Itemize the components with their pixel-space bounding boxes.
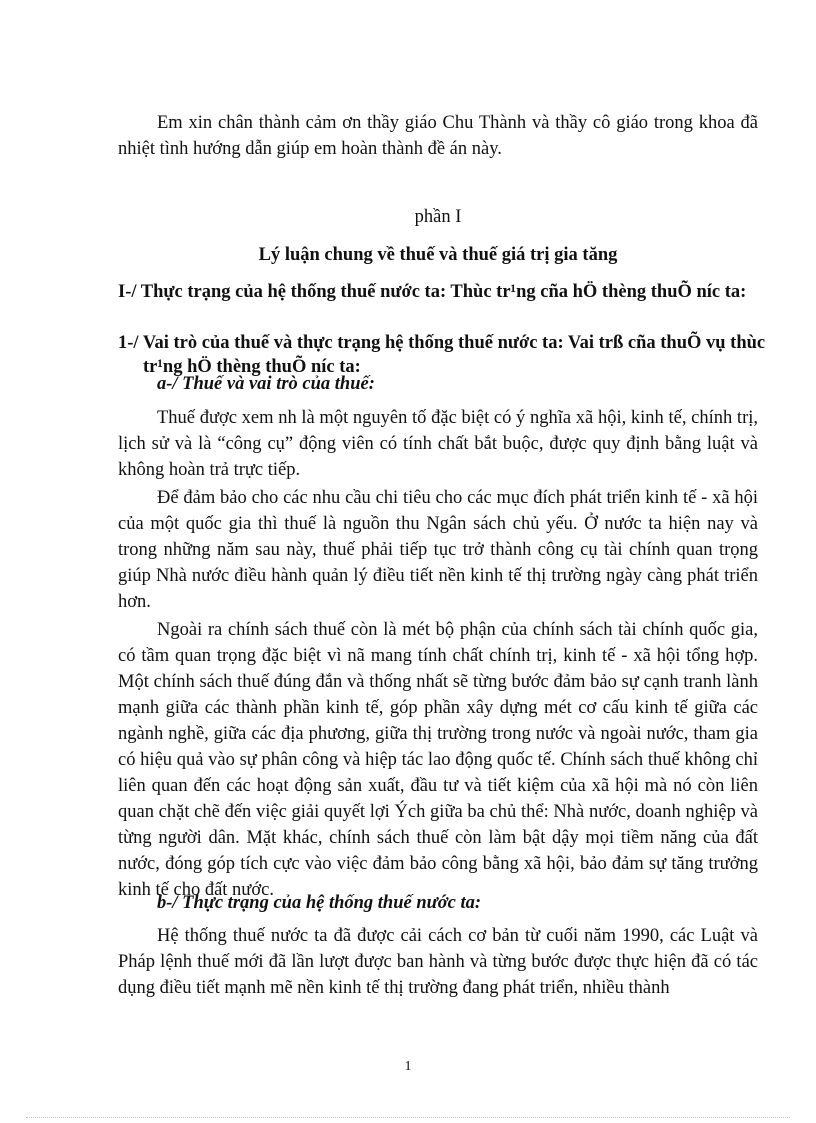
body-paragraph-1: Thuế được xem nh là một nguyên tố đặc biệt có ý nghĩa xã hội, kinh tế, chính trị, lịch sử và là “công cụ” động viên có tính chất bắt buộc, được quy định bằng luật và không hoàn trả trực tiếp. — [118, 408, 758, 480]
page-number: 1 — [404, 1059, 412, 1074]
body-paragraph-3: Ngoài ra chính sách thuế còn là mét bộ phận của chính sách tài chính quốc gia, có tầm quan trọng đặc biệt vì nã mang tính chất chính trị, kinh tế - xã hội tổng hợp. Một chính sách thuế đúng đắn và thống nhất sẽ từng bước đảm bảo sự cạnh tranh lành mạnh giữa các thành phần kinh tế, góp phần xây dựng mét cơ cấu kinh tế giữa các ngành nghề, giữa các địa phương, giữa thị trường trong nước và ngoài nước, tham gia có hiệu quả vào sự phân công và hiệp tác lao động quốc tế. Chính sách thuế không chỉ liên quan đến các hoạt động sản xuất, đầu tư và tiết kiệm của xã hội mà nó còn liên quan chặt chẽ đến việc giải quyết lợi Ých giữa ba chủ thể: Nhà nước, doanh nghiệp và từng người dân. Mặt khác, chính sách thuế còn làm bật dậy mọi tiềm năng của đất nước, đóng góp tích cực vào việc đảm bảo công bằng xã hội, bảo đảm sự tăng trưởng kinh tế cho đất nước. — [118, 620, 758, 900]
part-label: phần I — [414, 207, 462, 227]
body-paragraph-2: Để đảm bảo cho các nhu cầu chi tiêu cho các mục đích phát triển kinh tế - xã hội của một quốc gia thì thuế là nguồn thu Ngân sách chủ yếu. Ở nước ta hiện nay và trong những năm sau này, thuế phải tiếp tục trở thành công cụ tài chính quan trọng giúp Nhà nước điều hành quản lý điều tiết nền kinh tế thị trường ngày càng phát triển hơn. — [118, 488, 758, 612]
body-paragraph-4: Hệ thống thuế nước ta đã được cải cách cơ bản từ cuối năm 1990, các Luật và Pháp lệnh thuế mới đã lần lượt được ban hành và từng bước được thực hiện đã có tác dụng điều tiết mạnh mẽ nền kinh tế thị trường đang phát triển, nhiều thành — [118, 926, 758, 998]
chapter-title: Lý luận chung về thuế và thuế giá trị gia tăng — [258, 245, 618, 265]
section-heading-1: I-/ Thực trạng của hệ thống thuế nước ta: Thùc tr¹ng cña hÖ thèng thuÕ níc ta: — [118, 282, 747, 302]
page-bottom-divider — [26, 1117, 790, 1118]
subsection-heading-b: b-/ Thực trạng của hệ thống thuế nước ta: — [157, 893, 482, 913]
section-heading-1-1: 1-/ Vai trò của thuế và thực trạng hệ thống thuế nước ta: Vai trß cña thuÕ vụ thùc tr¹ng hÖ thèng thuÕ níc ta: — [118, 333, 766, 377]
subsection-heading-a: a-/ Thuế và vai trò của thuế: — [157, 374, 375, 394]
acknowledgement-paragraph: Em xin chân thành cảm ơn thầy giáo Chu Thành và thầy cô giáo trong khoa đã nhiệt tình hướng dẫn giúp em hoàn thành đề án này. — [118, 113, 758, 159]
